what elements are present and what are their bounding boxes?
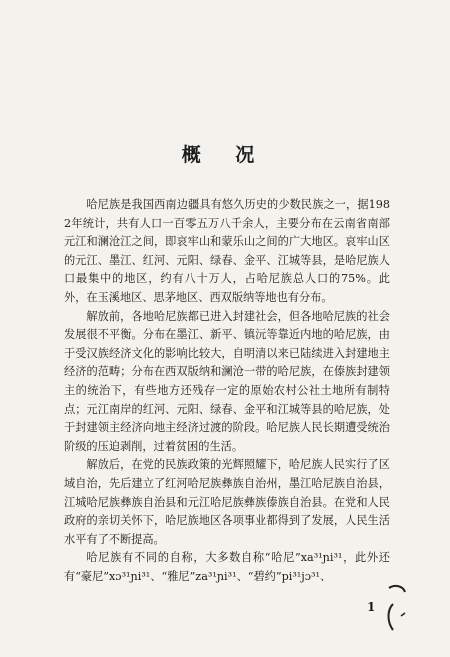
page-number: 1: [367, 600, 376, 614]
body-text: [64, 196, 390, 586]
scan-mark-icon: [383, 578, 413, 638]
section-title: 概 况: [181, 144, 269, 166]
paragraph-1: 哈尼族是我国西南边疆具有悠久历史的少数民族之一，据1982年统计，共有人口一百零五万八千余人，主要分布在云南省南部元江和澜沧江之间，即哀牢山和蒙乐山之间的广大地区。哀牢山区的元江、墨江、红河、元阳、绿春、金平、江城等县，是哈尼族人口最集中的地区，约有八十万人，占哈尼族总人口的75%。此外，在玉溪地区、思茅地区、西双版纳等地也有分布。: [64, 198, 390, 304]
paragraph-3: 解放后，在党的民族政策的光辉照耀下，哈尼族人民实行了区域自治，先后建立了红河哈尼族彝族自治州，墨江哈尼族自治县，江城哈尼族彝族自治县和元江哈尼族彝族傣族自治县。在党和人民政府的亲切关怀下，哈尼族地区各项事业都得到了发展，人民生活水平有了不断提高。: [64, 458, 390, 546]
paragraph-2: 解放前，各地哈尼族都已进入封建社会，但各地哈尼族的社会发展很不平衡。分布在墨江、新平、镇沅等靠近内地的哈尼族，由于受汉族经济文化的影响比较大，自明清以来已陆续进入封建地主经济的范畴；分布在西双版纳和澜沧一带的哈尼族，在傣族封建领主的统治下，有些地方还残存一定的原始农村公社土地所有制特点；元江南岸的红河、元阳、绿春、金平和江城等县的哈尼族，处于封建领主经济向地主经济过渡的阶段。哈尼族人民长期遭受统治阶级的压迫剥削，过着贫困的生活。: [64, 309, 390, 453]
paragraph-4: 哈尼族有不同的自称，大多数自称“哈尼”xa³¹ɲi³¹，此外还有“豪尼”xɔ³¹ɲi³¹、“雅尼”za³¹ɲi³¹、“碧约”pi³¹jɔ³¹、: [64, 551, 390, 583]
